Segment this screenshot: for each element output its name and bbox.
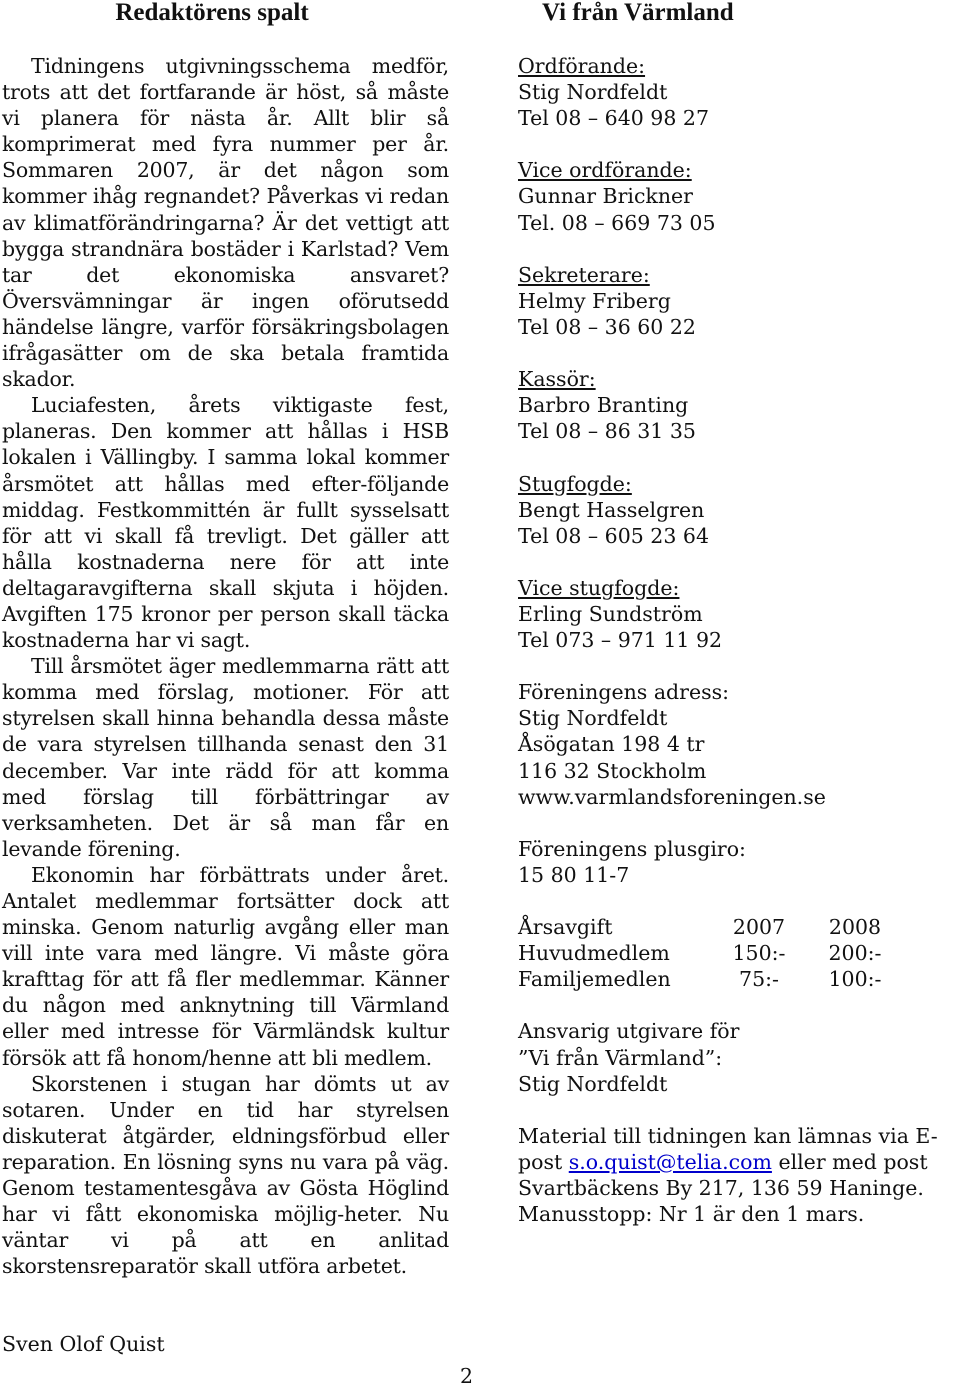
- contact-phone: Tel 073 – 971 11 92: [518, 628, 723, 653]
- paragraph: Skorstenen i stugan har dömts ut av sotaren. Under en tid har styrelsen diskuterat åtgärder, eldningsförbud eller reparation. En lösning syns nu vara på väg. Genom testamentesgåva av Gösta Höglind har vi fått ekonomiska möjlig-heter. Nu väntar vi på att en anlitad skorstensreparatör skall utföra arbetet.: [2, 1071, 449, 1279]
- fee-category: Huvudmedlem: [518, 941, 670, 966]
- contact-phone: Tel 08 – 86 31 35: [518, 419, 696, 444]
- editor-column-heading: Redaktörens spalt: [115, 0, 309, 26]
- address-city: 116 32 Stockholm: [518, 758, 707, 783]
- fee-table-header: [518, 914, 960, 940]
- publisher-line: ”Vi från Värmland”:: [518, 1045, 723, 1070]
- contact-treasurer: [518, 366, 960, 444]
- address-street: Åsögatan 198 4 tr: [518, 732, 705, 757]
- material-text: Material till tidningen kan lämnas via E-post: [518, 1123, 938, 1174]
- fee-amount: 150:-: [732, 941, 786, 966]
- email-link[interactable]: s.o.quist@telia.com: [568, 1149, 772, 1174]
- contact-role: Kassör:: [518, 367, 596, 392]
- fee-amount: 200:-: [828, 941, 882, 966]
- publisher-name: Stig Nordfeldt: [518, 1071, 668, 1096]
- contact-vice-chairman: [518, 157, 960, 235]
- contact-vice-cabin-steward: [518, 575, 960, 653]
- paragraph: Luciafesten, årets viktigaste fest, planeras. Den kommer att hållas i HSB lokalen i Vällingby. I samma lokal kommer årsmötet att hållas med efter-följande middag. Festkommittén är fullt sysselsatt för att vi skall få trevligt. Det gäller att hålla kostnaderna nere för att inte deltagaravgifterna skall skjuta i höjden. Avgiften 175 kronor per person skall täcka kostnaderna har vi sagt.: [2, 393, 449, 653]
- fee-header-year: 2008: [828, 915, 882, 940]
- contact-role: Ordförande:: [518, 54, 646, 78]
- contact-name: Erling Sundström: [518, 601, 703, 626]
- contact-name: Gunnar Brickner: [518, 184, 693, 209]
- editor-column-body: [2, 53, 449, 1279]
- signature: Sven Olof Quist: [2, 1332, 165, 1356]
- contact-name: Bengt Hasselgren: [518, 497, 705, 522]
- fee-row: [518, 966, 960, 992]
- contact-secretary: [518, 262, 960, 340]
- fee-table: [518, 914, 960, 992]
- page-number: 2: [460, 1364, 474, 1388]
- contact-name: Stig Nordfeldt: [518, 80, 668, 105]
- fee-category: Familjemedlen: [518, 967, 671, 992]
- fee-header-year: 2007: [732, 915, 786, 940]
- material-info: [518, 1123, 960, 1227]
- contact-phone: Tel 08 – 605 23 64: [518, 523, 709, 548]
- fee-amount: 75:-: [739, 967, 779, 992]
- contact-phone: Tel 08 – 36 60 22: [518, 314, 696, 339]
- editor-column: [2, 0, 449, 1279]
- paragraph: Till årsmötet äger medlemmarna rätt att komma med förslag, motioner. För att styrelsen skall hinna behandla dessa måste de vara styrelsen tillhanda senast den 31 december. Var inte rädd för att komma med förslag till förbättringar av verksamheten. Det är så man får en levande förening.: [2, 654, 449, 861]
- address-label: Föreningens adress:: [518, 680, 730, 705]
- paragraph: Ekonomin har förbättrats under året. Antalet medlemmar fortsätter dock att minska. Genom naturlig avgång eller man vill inte vara med längre. Vi måste göra krafttag för att få fler medlemmar. Känner du någon med anknytning till Värmland eller med intresse för Värmländsk kultur försök att få honom/henne att bli medlem.: [2, 862, 449, 1070]
- publisher-info: [518, 1018, 960, 1096]
- association-address: [518, 679, 960, 809]
- contact-role: Sekreterare:: [518, 262, 650, 287]
- association-info-column: [518, 0, 960, 1227]
- association-info-body: [518, 53, 960, 1227]
- website-link[interactable]: www.varmlandsforeningen.se: [518, 784, 826, 809]
- paragraph: Tidningens utgivningsschema medför, trots att det fortfarande är höst, så måste vi planera för nästa år. Allt blir så komprimerat med fyra nummer per år. Sommaren 2007, är det någon som kommer ihåg regnandet? Påverkas vi redan av klimatförändringarna? Är det vettigt att bygga strandnära bostäder i Karlstad? Vem tar det ekonomiska ansvaret? Översvämningar är ingen oförutsedd händelse längre, varför försäkringsbolagen ifrågasätter om de ska betala framtida skador.: [2, 54, 449, 392]
- contact-phone: Tel 08 – 640 98 27: [518, 106, 709, 131]
- contact-role: Vice stugfogde:: [518, 575, 680, 600]
- contact-cabin-steward: [518, 471, 960, 549]
- contact-role: Stugfogde:: [518, 471, 632, 496]
- contact-chairman: [518, 53, 960, 131]
- contact-role: Vice ordförande:: [518, 158, 692, 183]
- contact-phone: Tel. 08 – 669 73 05: [518, 210, 716, 235]
- fee-amount: 100:-: [828, 967, 882, 992]
- contact-name: Helmy Friberg: [518, 288, 671, 313]
- association-heading: Vi från Värmland: [542, 0, 734, 26]
- material-text: eller med post Svartbäckens By 217, 136 59 Haninge. Manusstopp: Nr 1 är den 1 mars.: [518, 1149, 928, 1227]
- fee-header-label: Årsavgift: [518, 915, 613, 940]
- publisher-line: Ansvarig utgivare för: [518, 1019, 740, 1044]
- fee-row: [518, 940, 960, 966]
- plusgiro-number: 15 80 11-7: [518, 862, 630, 887]
- plusgiro: [518, 836, 960, 888]
- plusgiro-label: Föreningens plusgiro:: [518, 836, 746, 861]
- contact-name: Barbro Branting: [518, 393, 689, 418]
- address-name: Stig Nordfeldt: [518, 706, 668, 731]
